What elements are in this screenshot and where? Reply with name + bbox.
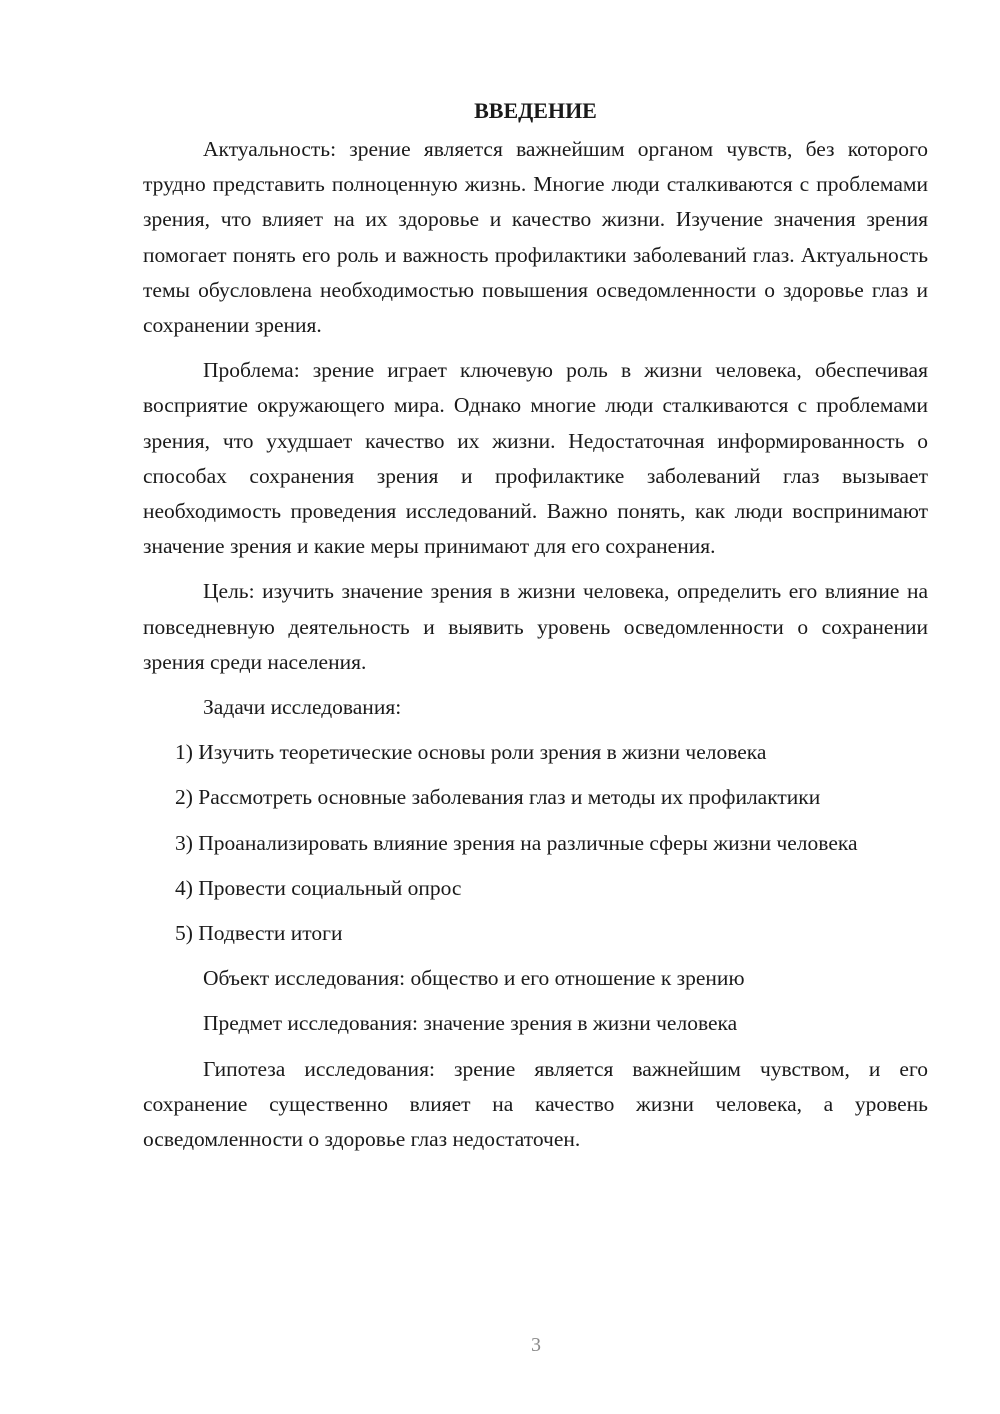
tasks-list [143,735,928,951]
tasks-heading: Задачи исследования: [203,695,402,720]
task-item: 5) Подвести итоги [175,921,343,946]
task-item: 3) Проанализировать влияние зрения на различные сферы жизни человека [175,830,858,855]
task-item: 2) Рассмотреть основные заболевания глаз и методы их профилактики [175,785,821,810]
paragraph-relevance: Актуальность: зрение является важнейшим органом чувств, без которого трудно представить полноценную жизнь. Многие люди сталкиваются с проблемами зрения, что влияет на их здоровье и качество жизни. Изучение значения зрения помогает понять его роль и важность профилактики заболеваний глаз. Актуальность темы обусловлена необходимостью повышения осведомленности о здоровье глаз и сохранении зрения. [143,137,928,338]
page-title: ВВЕДЕНИЕ [474,98,597,123]
paragraph-goal: Цель: изучить значение зрения в жизни человека, определить его влияние на повседневную деятельность и выявить уровень осведомленности о сохранении зрения среди населения. [143,579,928,674]
page-number: 3 [531,1334,541,1356]
task-item: 4) Провести социальный опрос [175,875,462,900]
paragraph-subject: Предмет исследования: значение зрения в жизни человека [203,1011,738,1036]
paragraph-problem: Проблема: зрение играет ключевую роль в жизни человека, обеспечивая восприятие окружающего мира. Однако многие люди сталкиваются с проблемами зрения, что ухудшает качество их жизни. Недостаточная информированность о способах сохранения зрения и профилактике заболеваний глаз вызывает необходимость проведения исследований. Важно понять, как люди воспринимают значение зрения и какие меры принимают для его сохранения. [143,358,928,559]
paragraph-object: Объект исследования: общество и его отношение к зрению [203,966,745,991]
paragraph-hypothesis: Гипотеза исследования: зрение является важнейшим чувством, и его сохранение существенно влияет на качество жизни человека, а уровень осведомленности о здоровье глаз недостаточен. [143,1056,928,1152]
page-content [143,93,928,1167]
task-item: 1) Изучить теоретические основы роли зрения в жизни человека [175,740,767,765]
